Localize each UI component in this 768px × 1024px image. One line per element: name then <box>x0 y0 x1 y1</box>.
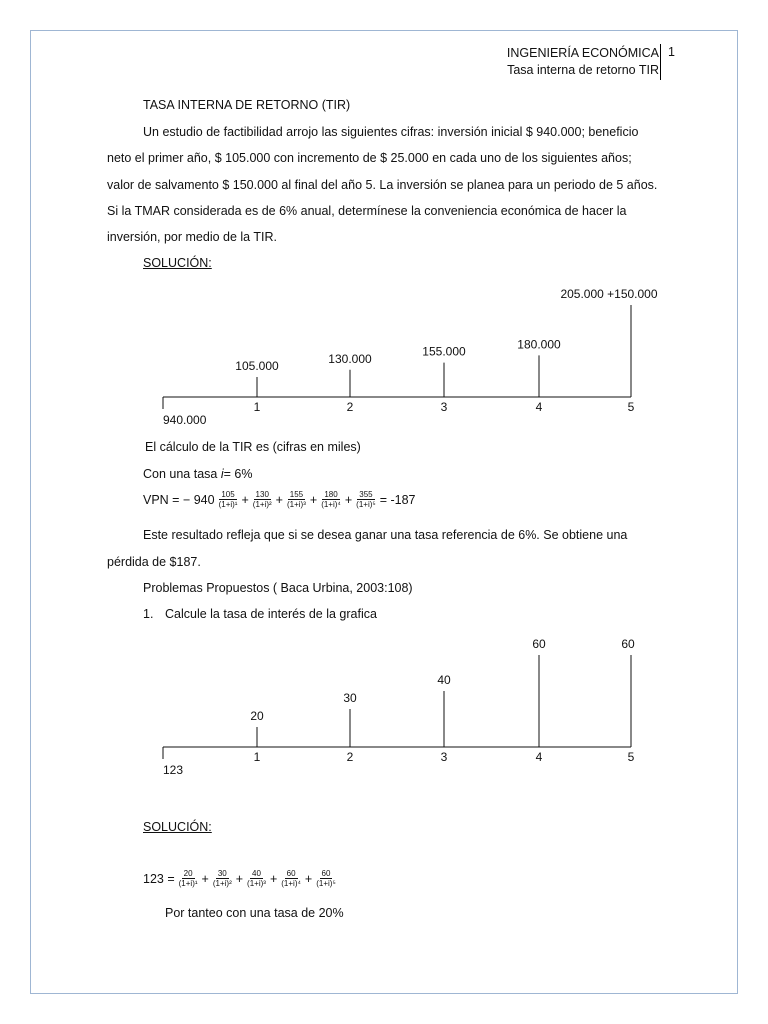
fraction-numerator: 60 <box>286 869 296 878</box>
problem-line-5: inversión, por medio de la TIR. <box>107 230 277 244</box>
fraction-denominator: (1+i)² <box>252 500 272 509</box>
fraction <box>279 869 303 888</box>
inflow-label: 30 <box>343 691 357 705</box>
plus-sign: + <box>309 492 318 507</box>
inflow-label: 40 <box>437 673 451 687</box>
calc-intro: El cálculo de la TIR es (cifras en miles) <box>145 440 361 454</box>
fraction-denominator: (1+i)⁴ <box>281 879 301 888</box>
rate-suffix: = 6% <box>223 467 253 481</box>
inflow-label: 155.000 <box>422 344 466 359</box>
inflow-label: 105.000 <box>235 359 279 373</box>
proposed-item-text: Calcule la tasa de interés de la grafica <box>165 607 377 621</box>
vpn-result: = -187 <box>379 492 416 507</box>
problem-line-2: neto el primer año, $ 105.000 con incremento de $ 25.000 en cada uno de los siguientes años; <box>107 151 632 165</box>
problem-line-4: Si la TMAR considerada es de 6% anual, determínese la conveniencia económica de hacer la <box>107 204 627 218</box>
fraction-denominator: (1+i)¹ <box>178 879 198 888</box>
problem-line-3: valor de salvamento $ 150.000 al final del año 5. La inversión se planea para un periodo de 5 años. <box>107 178 658 192</box>
result-line-2: pérdida de $187. <box>107 555 201 569</box>
plus-sign: + <box>235 871 244 886</box>
fraction-numerator: 180 <box>324 490 338 499</box>
header-subtitle: Tasa interna de retorno TIR <box>507 63 659 77</box>
header-title: INGENIERÍA ECONÓMICA <box>506 46 659 60</box>
plus-sign: + <box>304 871 313 886</box>
period-tick-label: 2 <box>346 400 354 414</box>
fraction-denominator: (1+i)⁵ <box>356 500 376 509</box>
period-tick-label: 3 <box>440 750 448 764</box>
fraction-numerator: 30 <box>217 869 227 878</box>
fraction <box>245 869 268 888</box>
vpn-prefix: VPN = − 940 <box>143 492 215 507</box>
period-tick-label: 3 <box>440 400 448 414</box>
period-tick-label: 1 <box>253 750 261 764</box>
period-tick-label: 5 <box>627 750 635 764</box>
result-line-1: Este resultado refleja que si se desea ganar una tasa referencia de 6%. Se obtiene una <box>143 528 628 542</box>
fraction <box>177 869 200 888</box>
outflow-label: 940.000 <box>163 413 207 427</box>
fraction-denominator: (1+i)³ <box>247 879 266 888</box>
trial-text: Por tanteo con una tasa de 20% <box>165 906 344 920</box>
plus-sign: + <box>269 871 278 886</box>
eq2-lhs: 123 = <box>143 871 175 886</box>
inflow-label: 180.000 <box>517 337 561 352</box>
fraction <box>314 869 338 888</box>
rate-prefix: Con una tasa <box>143 467 221 481</box>
fraction-numerator: 155 <box>289 490 304 499</box>
outflow-label: 123 <box>163 763 184 777</box>
plus-sign: + <box>275 492 283 507</box>
section-title: TASA INTERNA DE RETORNO (TIR) <box>143 98 351 112</box>
solution-label-2: SOLUCIÓN: <box>143 820 212 834</box>
fraction-denominator: (1+i)⁵ <box>316 879 336 888</box>
inflow-label: 20 <box>250 709 264 723</box>
proposed-item-number: 1. <box>143 607 154 621</box>
period-tick-label: 2 <box>346 750 354 764</box>
inflow-label: 60 <box>532 637 546 651</box>
fraction-numerator: 60 <box>321 869 331 878</box>
fraction-denominator: (1+i)⁴ <box>321 500 341 509</box>
page-number: 1 <box>668 45 675 59</box>
plus-sign: + <box>201 871 209 886</box>
fraction-numerator: 40 <box>252 869 261 878</box>
fraction-numerator: 130 <box>255 490 269 499</box>
fraction-numerator: 355 <box>359 490 373 499</box>
fraction-numerator: 20 <box>183 869 193 878</box>
inflow-label: 60 <box>621 637 635 651</box>
solution-label: SOLUCIÓN: <box>143 256 212 270</box>
period-tick-label: 4 <box>535 750 543 764</box>
fraction-denominator: (1+i)² <box>212 879 232 888</box>
plus-sign: + <box>241 492 249 507</box>
plus-sign: + <box>344 492 353 507</box>
period-tick-label: 5 <box>627 400 635 414</box>
period-tick-label: 1 <box>253 400 261 414</box>
inflow-label: 205.000 +150.000 <box>560 287 658 301</box>
fraction-numerator: 105 <box>221 490 235 499</box>
period-tick-label: 4 <box>535 400 543 414</box>
rate-variable: i <box>220 467 224 481</box>
tir-equation <box>143 869 340 888</box>
problem-line-1: Un estudio de factibilidad arrojo las siguientes cifras: inversión inicial $ 940.000; beneficio <box>143 125 639 139</box>
fraction-denominator: (1+i)¹ <box>218 500 238 509</box>
fraction <box>211 869 234 888</box>
inflow-label: 130.000 <box>328 351 372 366</box>
fraction-denominator: (1+i)³ <box>286 500 306 509</box>
proposed-title: Problemas Propuestos ( Baca Urbina, 2003:108) <box>143 581 413 595</box>
